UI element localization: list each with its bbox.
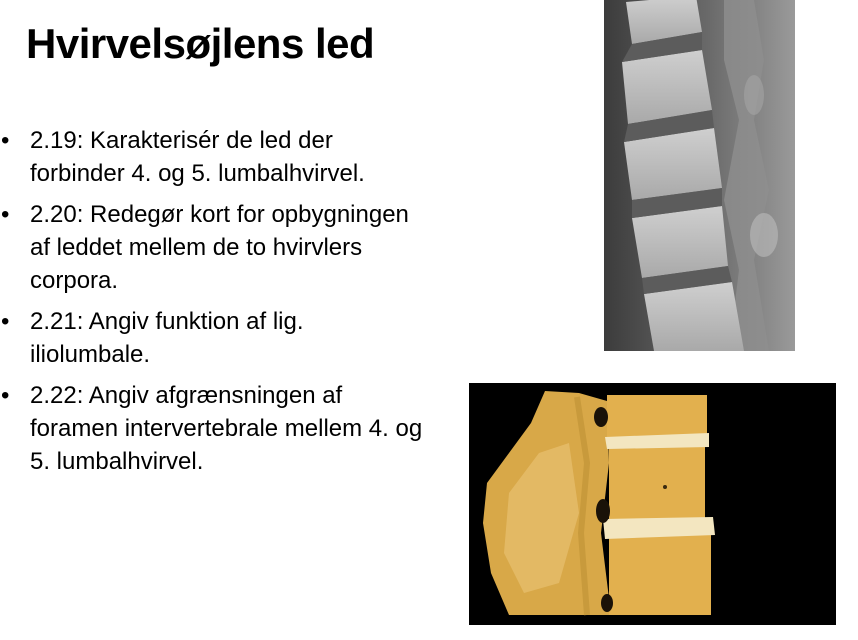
bullet-marker: •: [1, 308, 10, 335]
specimen-image: [469, 383, 836, 625]
bullet-marker: •: [1, 201, 10, 228]
bullet-text: 2.20: Redegør kort for opbygningen af leddet mellem de to hvirvlers corpora.: [30, 201, 409, 294]
slide-title: Hvirvelsøjlens led: [26, 20, 375, 67]
bullet-text: 2.21: Angiv funktion af lig. iliolumbale.: [30, 308, 304, 368]
bullet-list: [0, 124, 440, 486]
bullet-marker: •: [1, 127, 10, 154]
bullet-item: [0, 124, 440, 190]
xray-image: [604, 0, 795, 351]
bullet-item: [0, 379, 440, 478]
bullet-item: [0, 198, 440, 297]
bullet-marker: •: [1, 382, 10, 409]
bullet-text: 2.22: Angiv afgrænsningen af foramen intervertebrale mellem 4. og 5. lumbalhvirvel.: [30, 382, 423, 475]
bullet-text: 2.19: Karakterisér de led der forbinder 4. og 5. lumbalhvirvel.: [30, 127, 365, 187]
bullet-item: [0, 305, 440, 371]
